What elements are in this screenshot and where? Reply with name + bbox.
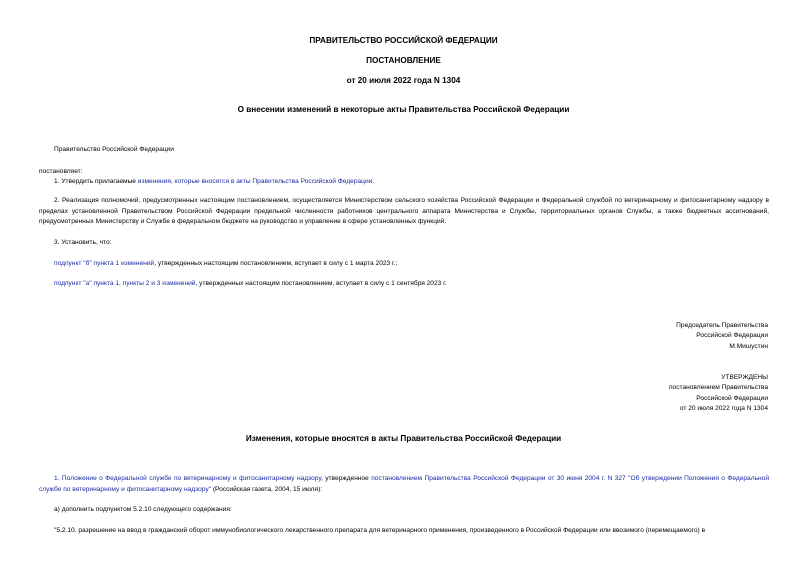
subpoint-1-text: , утвержденных настоящим постановлением, вступает в силу с 1 марта 2023 г.; xyxy=(154,260,398,267)
signature-title: Председатель Правительства xyxy=(676,322,768,329)
changes-link[interactable]: изменения, которые вносятся в акты Правительства Российской Федерации xyxy=(137,178,373,185)
approval-country: Российской Федерации xyxy=(696,394,768,402)
changes-item-1 xyxy=(39,474,769,495)
document-title: О внесении изменений в некоторые акты Правительства Российской Федерации xyxy=(237,105,570,114)
government-heading: ПРАВИТЕЛЬСТВО РОССИЙСКОЙ ФЕДЕРАЦИИ xyxy=(309,36,498,45)
changes-item-1-mid: , утвержденное xyxy=(320,475,372,482)
changes-title: Изменения, которые вносятся в акты Правительства Российской Федерации xyxy=(245,434,562,443)
approval-by: постановлением Правительства xyxy=(668,384,768,392)
changes-item-1-end: (Российская газета, 2004, 15 июля): xyxy=(211,485,323,493)
approval-heading: УТВЕРЖДЕНЫ xyxy=(721,374,768,381)
subpoint-2-link[interactable]: подпункт "а" пункта 1, пункты 2 и 3 изменений xyxy=(54,280,196,287)
signature-block xyxy=(676,321,768,352)
signature-name: М.Мишустин xyxy=(729,342,768,350)
regulation-link[interactable]: 1. Положение о Федеральной службе по ветеринарному и фитосанитарному надзору xyxy=(54,475,321,482)
paragraph-2: 2. Реализация полномочий, предусмотренных настоящим постановлением, осуществляется Министерством сельского хозяйства Российской Федерации и Федеральной службой по ветеринарному и фитосанитарному надзору в пределах установленной Правительством Российской Федерации предельной численности работников центрального аппарата Министерства и Службы, территориальных органов Службы, а также бюджетных ассигнований, предусмотренных Министерству и Службе в федеральном бюджете на руководство и управление в сфере установленных функций. xyxy=(39,197,769,225)
resolves-line: постановляет: xyxy=(39,168,83,175)
subpoint-1-link[interactable]: подпункт "б" пункта 1 изменений xyxy=(54,260,155,267)
document-date-number: от 20 июля 2022 года N 1304 xyxy=(346,76,461,85)
quote-paragraph: "5.2.10. разрешение на ввод в гражданский оборот иммунобиологического лекарственного препарата для ветеринарного применения, произведенного в Российской Федерации или ввозимого (перемещаемого) в xyxy=(54,527,706,534)
decree-link[interactable]: постановлением Правительства Российской Федерации от 30 июня 2004 г. N 327 "Об утверждении Положения о Федеральной службе по ветеринарному и фитосанитарному надзору" xyxy=(39,475,769,493)
subpoint-2 xyxy=(54,279,447,290)
subpoint-2-text: , утвержденных настоящим постановлением, вступает в силу с 1 сентября 2023 г. xyxy=(195,280,447,287)
paragraph-1 xyxy=(54,177,374,188)
paragraph-1-end: . xyxy=(372,178,375,185)
paragraph-1-text: 1. Утвердить прилагаемые xyxy=(54,178,138,185)
document-type: ПОСТАНОВЛЕНИЕ xyxy=(366,56,441,65)
subpoint-a: а) дополнить подпунктом 5.2.10 следующего содержания: xyxy=(54,506,232,513)
approval-date: от 20 июля 2022 года N 1304 xyxy=(679,404,768,412)
paragraph-3: 3. Установить, что: xyxy=(54,239,112,246)
signature-country: Российской Федерации xyxy=(696,332,768,340)
subpoint-1 xyxy=(54,259,397,270)
government-line: Правительство Российской Федерации xyxy=(54,146,174,153)
approval-block xyxy=(669,373,768,414)
